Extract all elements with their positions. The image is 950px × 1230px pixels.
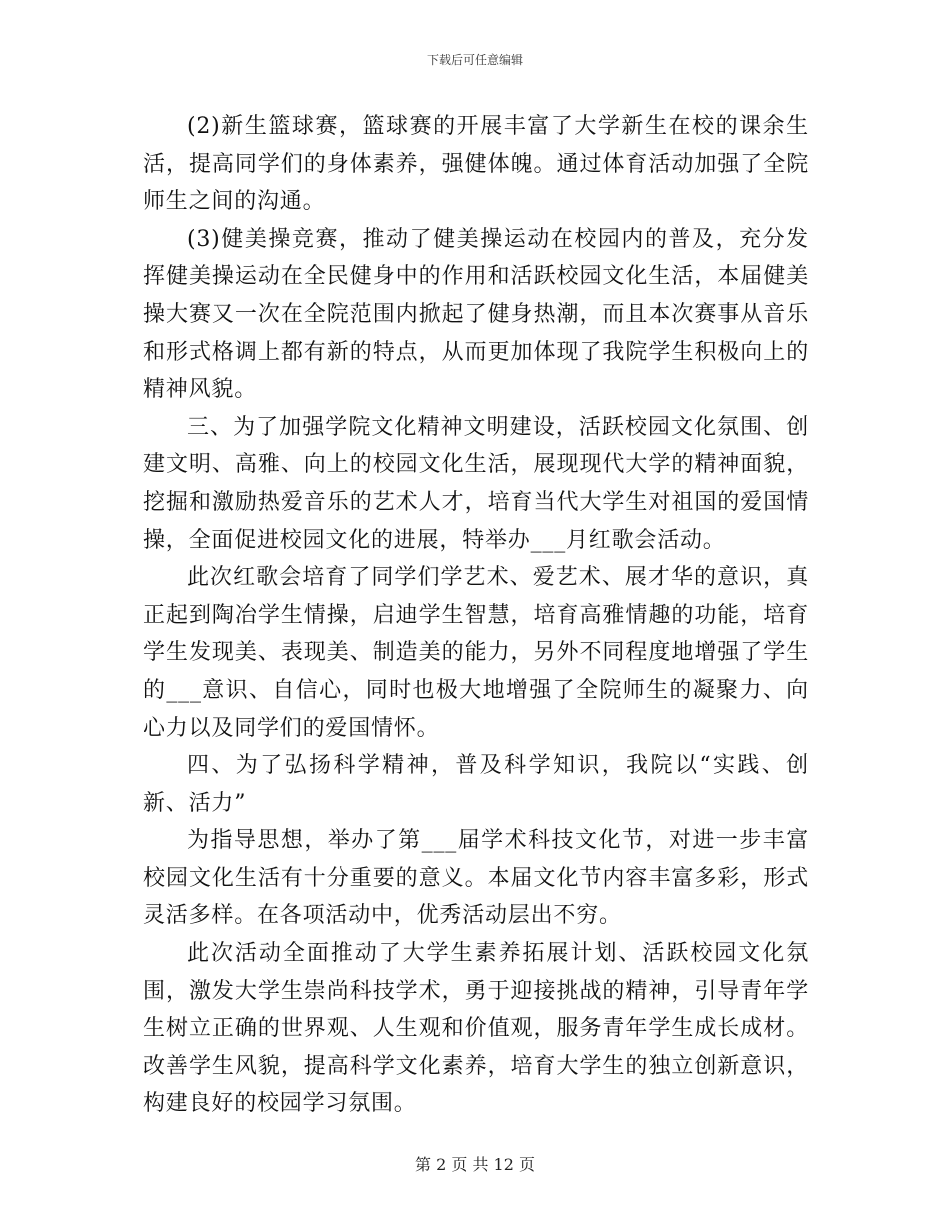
paragraph-activity-outcome: 此次活动全面推动了大学生素养拓展计划、活跃校园文化氛围，激发大学生崇尚科技学术，勇于迎接挑战的精神，引导青年学生树立正确的世界观、人生观和价值观，服务青年学生成长成材。改善学生风貌，提高科学文化素养，培育大学生的独立创新意识，构建良好的校园学习氛围。 xyxy=(143,941,809,1117)
paragraph-aerobics: (3)健美操竞赛，推动了健美操运动在校园内的普及，充分发挥健美操运动在全民健身中的作用和活跃校园文化生活，本届健美操大赛又一次在全院范围内掀起了健身热潮，而且本次赛事从音乐和形式格调上都有新的特点，从而更加体现了我院学生积极向上的精神风貌。 xyxy=(143,226,809,403)
paragraph-basketball: (2)新生篮球赛，篮球赛的开展丰富了大学新生在校的课余生活，提高同学们的身体素养，强健体魄。通过体育活动加强了全院师生之间的沟通。 xyxy=(143,114,809,215)
paragraph-tech-festival: 为指导思想，举办了第___届学术科技文化节，对进一步丰富校园文化生活有十分重要的意义。本届文化节内容丰富多彩，形式灵活多样。在各项活动中，优秀活动层出不穷。 xyxy=(143,828,809,929)
paragraph-red-song-effect: 此次红歌会培育了同学们学艺术、爱艺术、展才华的意识，真正起到陶冶学生情操，启迪学生智慧，培育高雅情趣的功能，培育学生发现美、表现美、制造美的能力，另外不同程度地增强了学生的___意识、自信心，同时也极大地增强了全院师生的凝聚力、向心力以及同学们的爱国情怀。 xyxy=(143,565,809,741)
page-number: 第 2 页 共 12 页 xyxy=(415,1155,535,1174)
paragraph-red-song-purpose: 三、为了加强学院文化精神文明建设，活跃校园文化氛围、创建文明、高雅、向上的校园文化生活，展现现代大学的精神面貌，挖掘和激励热爱音乐的艺术人才，培育当代大学生对祖国的爱国情操，全面促进校园文化的进展，特举办___月红歌会活动。 xyxy=(143,414,809,553)
document-body xyxy=(143,108,809,1123)
page-header-note: 下载后可任意编辑 xyxy=(426,53,523,67)
paragraph-science-spirit: 四、为了弘扬科学精神，普及科学知识，我院以“实践、创新、活力” xyxy=(143,753,809,816)
